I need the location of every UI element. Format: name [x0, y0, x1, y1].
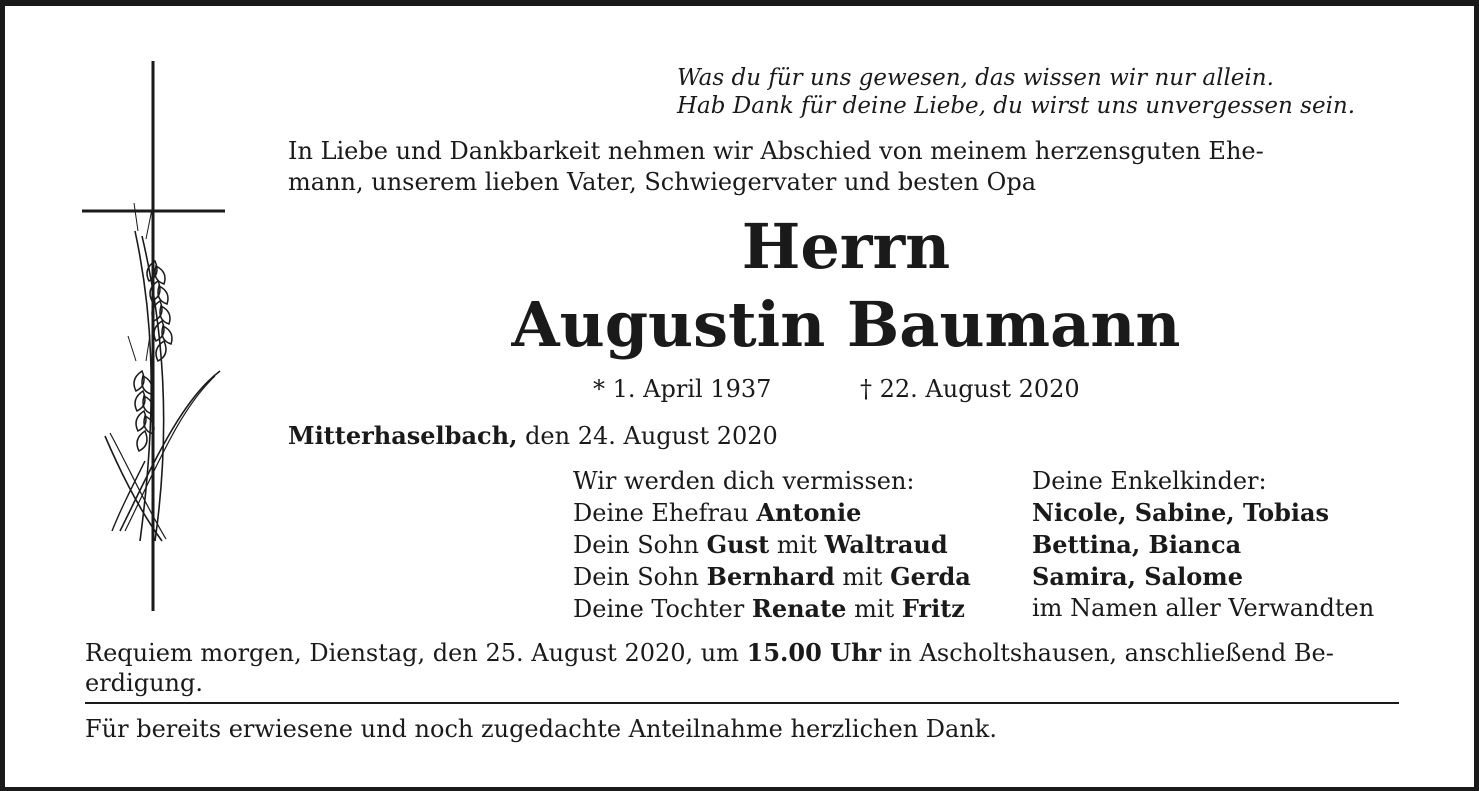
intro-line-1: In Liebe und Dankbarkeit nehmen wir Abschied von meinem herzensguten Ehe-: [288, 137, 1264, 165]
notice-date: den 24. August 2020: [525, 422, 778, 450]
requiem-time: 15.00 Uhr: [746, 638, 882, 667]
salutation: Herrn: [741, 210, 951, 283]
place: Mitterhaselbach,: [288, 421, 518, 450]
mourner-partner: Waltraud: [824, 530, 948, 559]
death-date: † 22. August 2020: [860, 375, 1080, 403]
grandchildren-row-1: Nicole, Sabine, Tobias: [1032, 498, 1330, 527]
mourner-relation: Deine Ehefrau: [573, 499, 749, 527]
deceased-name: Augustin Baumann: [511, 288, 1181, 361]
mourner-daughter: [573, 593, 971, 625]
mourner-name: Gust: [706, 530, 770, 559]
mourner-relation: Dein Sohn: [573, 563, 700, 591]
mourner-name: Renate: [751, 594, 847, 623]
requiem-line-2: erdigung.: [85, 669, 203, 697]
mourner-relation: Dein Sohn: [573, 531, 700, 559]
quote-line-2: Hab Dank für deine Liebe, du wirst uns unvergessen sein.: [677, 93, 1356, 119]
mourners-left-heading: Wir werden dich vermissen:: [573, 467, 915, 495]
mourner-name: Antonie: [756, 498, 862, 527]
grandchildren-row-2: Bettina, Bianca: [1032, 530, 1242, 559]
requiem-location: in Ascholtshausen, anschließend Be-: [888, 639, 1334, 667]
place-date: [288, 421, 778, 451]
mourner-conjunction: mit: [842, 563, 883, 591]
mourner-son-1: [573, 529, 971, 561]
birth-date: * 1. April 1937: [593, 375, 772, 403]
requiem-text: Requiem morgen, Dienstag, den 25. August 2020, um: [85, 639, 739, 667]
thanks-line: Für bereits erwiesene und noch zugedachte Anteilnahme herzlichen Dank.: [85, 715, 997, 743]
mourner-partner: Gerda: [890, 562, 971, 591]
mourner-conjunction: mit: [854, 595, 895, 623]
grandchildren-heading: Deine Enkelkinder:: [1032, 467, 1267, 495]
relatives-footer: im Namen aller Verwandten: [1032, 594, 1375, 622]
mourner-conjunction: mit: [776, 531, 817, 559]
mourner-name: Bernhard: [706, 562, 835, 591]
intro-line-2: mann, unserem lieben Vater, Schwiegervater und besten Opa: [288, 168, 1037, 196]
cross-with-wheat-icon: [80, 61, 230, 621]
divider: [85, 702, 1399, 704]
mourners-left: [573, 466, 971, 625]
grandchildren-row-3: Samira, Salome: [1032, 562, 1243, 591]
mourner-wife: [573, 497, 971, 529]
requiem-line-1: [85, 638, 1334, 668]
mourners-right: [1032, 466, 1374, 624]
quote-line-1: Was du für uns gewesen, das wissen wir nur allein.: [677, 65, 1274, 91]
mourner-son-2: [573, 561, 971, 593]
mourner-partner: Fritz: [901, 594, 965, 623]
mourner-relation: Deine Tochter: [573, 595, 745, 623]
